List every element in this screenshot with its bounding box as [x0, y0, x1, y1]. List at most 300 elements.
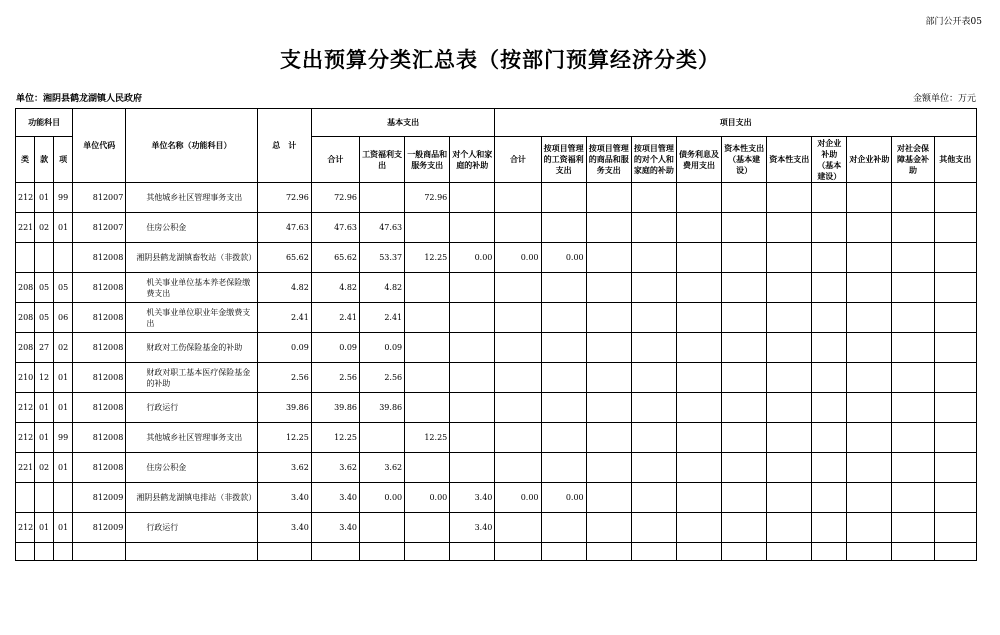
- cell-basic-family: [450, 423, 495, 453]
- cell-project-total: [495, 393, 541, 423]
- cell-total: 2.41: [257, 303, 311, 333]
- cell-capital-construction: [722, 273, 767, 303]
- table-row: [16, 273, 977, 303]
- cell-debt-interest: [676, 303, 721, 333]
- table-row: [16, 303, 977, 333]
- cell-basic-family: [450, 453, 495, 483]
- cell-social-security: [892, 183, 934, 213]
- cell-enterprise: [847, 513, 892, 543]
- cell-social-security: [892, 393, 934, 423]
- cell-enterprise-construction: [812, 513, 847, 543]
- cell-kuan: 01: [35, 513, 54, 543]
- cell-kuan: 12: [35, 363, 54, 393]
- cell-kuan: [35, 243, 54, 273]
- cell-project-total: 0.00: [495, 243, 541, 273]
- cell-lei: [16, 483, 35, 513]
- cell-project-wage: [541, 453, 586, 483]
- cell-project-wage: [541, 213, 586, 243]
- cell-capital-construction: [722, 333, 767, 363]
- cell-basic-wage: 4.82: [360, 273, 405, 303]
- cell-capital: [767, 483, 812, 513]
- cell-xiang: 06: [54, 303, 73, 333]
- cell-unit-name: 机关事业单位职业年金缴费支出: [126, 303, 257, 333]
- cell-enterprise-construction: [812, 213, 847, 243]
- cell-other: [934, 213, 976, 243]
- cell-enterprise: [847, 333, 892, 363]
- table-row-blank: [16, 543, 977, 561]
- cell-unit-code: 812007: [73, 213, 126, 243]
- cell-project-family: [631, 333, 676, 363]
- cell-other: [934, 483, 976, 513]
- cell-project-goods: [586, 423, 631, 453]
- header-other: 其他支出: [934, 137, 976, 183]
- cell-debt-interest: [676, 273, 721, 303]
- cell-debt-interest: [676, 183, 721, 213]
- cell-kuan: 27: [35, 333, 54, 363]
- cell-enterprise: [847, 243, 892, 273]
- cell-other: [934, 363, 976, 393]
- cell-blank: [722, 543, 767, 561]
- cell-unit-name: 湘阴县鹤龙湖镇电排站（非拨款）: [126, 483, 257, 513]
- cell-unit-code: 812008: [73, 273, 126, 303]
- cell-total: 72.96: [257, 183, 311, 213]
- cell-lei: 212: [16, 513, 35, 543]
- cell-capital-construction: [722, 213, 767, 243]
- cell-total: 0.09: [257, 333, 311, 363]
- cell-total: 3.40: [257, 513, 311, 543]
- cell-basic-goods: [405, 453, 450, 483]
- cell-enterprise: [847, 423, 892, 453]
- cell-xiang: 01: [54, 363, 73, 393]
- header-enterprise: 对企业补助: [847, 137, 892, 183]
- cell-blank: [541, 543, 586, 561]
- cell-project-goods: [586, 393, 631, 423]
- cell-project-family: [631, 453, 676, 483]
- cell-lei: 210: [16, 363, 35, 393]
- cell-project-goods: [586, 273, 631, 303]
- cell-other: [934, 273, 976, 303]
- cell-xiang: [54, 243, 73, 273]
- budget-table: [15, 108, 977, 561]
- cell-project-total: 0.00: [495, 483, 541, 513]
- cell-basic-goods: [405, 393, 450, 423]
- cell-basic-wage: 0.09: [360, 333, 405, 363]
- cell-unit-name: 行政运行: [126, 393, 257, 423]
- cell-project-wage: 0.00: [541, 483, 586, 513]
- table-row: [16, 423, 977, 453]
- cell-blank: [405, 543, 450, 561]
- table-body: [16, 183, 977, 561]
- cell-capital-construction: [722, 423, 767, 453]
- cell-blank: [631, 543, 676, 561]
- cell-basic-family: 0.00: [450, 243, 495, 273]
- cell-lei: 208: [16, 333, 35, 363]
- cell-blank: [360, 543, 405, 561]
- cell-social-security: [892, 213, 934, 243]
- cell-basic-goods: 12.25: [405, 423, 450, 453]
- header-project-family: 按项目管理的对个人和家庭的补助: [631, 137, 676, 183]
- table-row: [16, 483, 977, 513]
- cell-total: 4.82: [257, 273, 311, 303]
- cell-blank: [847, 543, 892, 561]
- cell-basic-goods: 72.96: [405, 183, 450, 213]
- cell-basic-wage: 39.86: [360, 393, 405, 423]
- header-social-security: 对社会保障基金补助: [892, 137, 934, 183]
- cell-lei: 212: [16, 393, 35, 423]
- header-enterprise-construction: 对企业补助（基本建设）: [812, 137, 847, 183]
- cell-total: 12.25: [257, 423, 311, 453]
- cell-capital-construction: [722, 303, 767, 333]
- cell-blank: [495, 543, 541, 561]
- cell-basic-family: [450, 183, 495, 213]
- cell-kuan: 02: [35, 213, 54, 243]
- header-capital-construction: 资本性支出（基本建设）: [722, 137, 767, 183]
- cell-project-wage: [541, 423, 586, 453]
- cell-other: [934, 243, 976, 273]
- cell-social-security: [892, 513, 934, 543]
- cell-blank: [73, 543, 126, 561]
- cell-project-family: [631, 303, 676, 333]
- cell-blank: [126, 543, 257, 561]
- header-project-total: 合计: [495, 137, 541, 183]
- cell-capital: [767, 183, 812, 213]
- cell-xiang: 99: [54, 423, 73, 453]
- cell-capital-construction: [722, 183, 767, 213]
- cell-capital: [767, 453, 812, 483]
- cell-blank: [586, 543, 631, 561]
- cell-debt-interest: [676, 423, 721, 453]
- cell-unit-code: 812008: [73, 453, 126, 483]
- cell-total: 65.62: [257, 243, 311, 273]
- cell-xiang: 99: [54, 183, 73, 213]
- amount-unit-label: 金额单位：万元: [912, 94, 976, 104]
- cell-blank: [934, 543, 976, 561]
- cell-enterprise: [847, 453, 892, 483]
- cell-basic-wage: [360, 513, 405, 543]
- cell-basic-total: 72.96: [311, 183, 359, 213]
- cell-other: [934, 423, 976, 453]
- cell-enterprise-construction: [812, 393, 847, 423]
- header-func-subject: 功能科目: [16, 109, 73, 137]
- cell-kuan: 05: [35, 303, 54, 333]
- cell-lei: 212: [16, 183, 35, 213]
- cell-kuan: [35, 483, 54, 513]
- cell-project-family: [631, 213, 676, 243]
- cell-basic-wage: [360, 183, 405, 213]
- cell-basic-family: 3.40: [450, 483, 495, 513]
- cell-enterprise-construction: [812, 303, 847, 333]
- cell-project-goods: [586, 183, 631, 213]
- cell-basic-goods: 12.25: [405, 243, 450, 273]
- cell-blank: [767, 543, 812, 561]
- cell-project-family: [631, 363, 676, 393]
- cell-xiang: 01: [54, 393, 73, 423]
- header-project-goods: 按项目管理的商品和服务支出: [586, 137, 631, 183]
- cell-lei: 208: [16, 273, 35, 303]
- cell-kuan: 02: [35, 453, 54, 483]
- header-basic-goods: 一般商品和服务支出: [405, 137, 450, 183]
- cell-basic-wage: 53.37: [360, 243, 405, 273]
- cell-blank: [676, 543, 721, 561]
- cell-enterprise-construction: [812, 183, 847, 213]
- cell-basic-family: [450, 393, 495, 423]
- cell-basic-goods: [405, 273, 450, 303]
- cell-capital: [767, 303, 812, 333]
- cell-social-security: [892, 273, 934, 303]
- cell-basic-total: 2.56: [311, 363, 359, 393]
- cell-blank: [892, 543, 934, 561]
- cell-kuan: 05: [35, 273, 54, 303]
- cell-basic-wage: 2.41: [360, 303, 405, 333]
- cell-basic-wage: 0.00: [360, 483, 405, 513]
- header-kuan: 款: [35, 137, 54, 183]
- cell-unit-name: 财政对工伤保险基金的补助: [126, 333, 257, 363]
- cell-enterprise: [847, 483, 892, 513]
- cell-unit-code: 812009: [73, 513, 126, 543]
- cell-debt-interest: [676, 213, 721, 243]
- cell-project-wage: [541, 183, 586, 213]
- cell-blank: [257, 543, 311, 561]
- cell-total: 3.40: [257, 483, 311, 513]
- cell-enterprise-construction: [812, 483, 847, 513]
- cell-debt-interest: [676, 243, 721, 273]
- cell-project-total: [495, 513, 541, 543]
- header-xiang: 项: [54, 137, 73, 183]
- cell-capital: [767, 423, 812, 453]
- cell-basic-wage: 47.63: [360, 213, 405, 243]
- cell-capital: [767, 513, 812, 543]
- cell-basic-total: 12.25: [311, 423, 359, 453]
- cell-enterprise: [847, 273, 892, 303]
- table-row: [16, 363, 977, 393]
- cell-project-total: [495, 423, 541, 453]
- cell-lei: 221: [16, 453, 35, 483]
- header-project: 项目支出: [495, 109, 977, 137]
- cell-project-goods: [586, 483, 631, 513]
- cell-total: 2.56: [257, 363, 311, 393]
- header-total: 总 计: [257, 109, 311, 183]
- cell-total: 47.63: [257, 213, 311, 243]
- cell-blank: [450, 543, 495, 561]
- cell-blank: [16, 543, 35, 561]
- header-basic-wage: 工资福利支出: [360, 137, 405, 183]
- cell-basic-family: [450, 213, 495, 243]
- table-row: [16, 513, 977, 543]
- cell-unit-code: 812008: [73, 363, 126, 393]
- cell-unit-code: 812007: [73, 183, 126, 213]
- cell-project-family: [631, 393, 676, 423]
- cell-capital-construction: [722, 453, 767, 483]
- header-unit-name: 单位名称（功能科目）: [126, 109, 257, 183]
- cell-unit-name: 湘阴县鹤龙湖镇畜牧站（非拨款）: [126, 243, 257, 273]
- cell-capital-construction: [722, 243, 767, 273]
- cell-basic-family: [450, 303, 495, 333]
- cell-kuan: 01: [35, 183, 54, 213]
- cell-enterprise-construction: [812, 423, 847, 453]
- cell-basic-goods: [405, 303, 450, 333]
- cell-basic-goods: 0.00: [405, 483, 450, 513]
- cell-project-total: [495, 183, 541, 213]
- header-basic: 基本支出: [311, 109, 495, 137]
- cell-enterprise-construction: [812, 333, 847, 363]
- cell-xiang: 01: [54, 213, 73, 243]
- cell-capital-construction: [722, 363, 767, 393]
- cell-project-wage: 0.00: [541, 243, 586, 273]
- cell-kuan: 01: [35, 393, 54, 423]
- cell-basic-goods: [405, 363, 450, 393]
- cell-capital: [767, 363, 812, 393]
- cell-debt-interest: [676, 333, 721, 363]
- cell-enterprise-construction: [812, 273, 847, 303]
- cell-social-security: [892, 483, 934, 513]
- cell-project-wage: [541, 273, 586, 303]
- cell-project-wage: [541, 363, 586, 393]
- cell-other: [934, 333, 976, 363]
- cell-unit-name: 其他城乡社区管理事务支出: [126, 423, 257, 453]
- header-basic-total: 合计: [311, 137, 359, 183]
- cell-project-family: [631, 423, 676, 453]
- cell-debt-interest: [676, 393, 721, 423]
- cell-project-goods: [586, 363, 631, 393]
- cell-lei: 221: [16, 213, 35, 243]
- cell-capital-construction: [722, 393, 767, 423]
- cell-basic-total: 3.40: [311, 483, 359, 513]
- cell-basic-family: [450, 333, 495, 363]
- cell-basic-family: [450, 363, 495, 393]
- cell-project-goods: [586, 333, 631, 363]
- table-row: [16, 333, 977, 363]
- table-row: [16, 453, 977, 483]
- cell-project-family: [631, 183, 676, 213]
- cell-enterprise-construction: [812, 363, 847, 393]
- cell-project-total: [495, 363, 541, 393]
- table-row: [16, 393, 977, 423]
- cell-lei: 208: [16, 303, 35, 333]
- cell-basic-total: 65.62: [311, 243, 359, 273]
- cell-xiang: [54, 483, 73, 513]
- cell-enterprise: [847, 183, 892, 213]
- cell-project-goods: [586, 303, 631, 333]
- cell-project-goods: [586, 513, 631, 543]
- cell-basic-goods: [405, 513, 450, 543]
- cell-debt-interest: [676, 483, 721, 513]
- cell-basic-total: 0.09: [311, 333, 359, 363]
- cell-enterprise: [847, 213, 892, 243]
- cell-unit-code: 812008: [73, 333, 126, 363]
- cell-unit-code: 812009: [73, 483, 126, 513]
- cell-blank: [311, 543, 359, 561]
- cell-total: 39.86: [257, 393, 311, 423]
- cell-social-security: [892, 243, 934, 273]
- cell-debt-interest: [676, 513, 721, 543]
- page-title: 支出预算分类汇总表（按部门预算经济分类）: [280, 47, 720, 72]
- cell-basic-wage: [360, 423, 405, 453]
- cell-project-goods: [586, 243, 631, 273]
- cell-unit-code: 812008: [73, 243, 126, 273]
- cell-debt-interest: [676, 453, 721, 483]
- cell-social-security: [892, 303, 934, 333]
- cell-basic-wage: 3.62: [360, 453, 405, 483]
- cell-enterprise-construction: [812, 243, 847, 273]
- cell-project-goods: [586, 213, 631, 243]
- cell-unit-name: 机关事业单位基本养老保险缴费支出: [126, 273, 257, 303]
- cell-enterprise: [847, 363, 892, 393]
- cell-enterprise: [847, 393, 892, 423]
- cell-project-total: [495, 303, 541, 333]
- cell-xiang: 05: [54, 273, 73, 303]
- cell-project-total: [495, 213, 541, 243]
- cell-kuan: 01: [35, 423, 54, 453]
- cell-social-security: [892, 363, 934, 393]
- cell-lei: [16, 243, 35, 273]
- cell-xiang: 02: [54, 333, 73, 363]
- cell-capital: [767, 273, 812, 303]
- cell-project-total: [495, 333, 541, 363]
- cell-capital: [767, 333, 812, 363]
- cell-blank: [35, 543, 54, 561]
- cell-other: [934, 183, 976, 213]
- cell-basic-goods: [405, 333, 450, 363]
- cell-unit-name: 财政对职工基本医疗保险基金的补助: [126, 363, 257, 393]
- cell-project-family: [631, 513, 676, 543]
- cell-basic-goods: [405, 213, 450, 243]
- cell-capital-construction: [722, 483, 767, 513]
- cell-basic-total: 39.86: [311, 393, 359, 423]
- cell-unit-code: 812008: [73, 393, 126, 423]
- cell-project-total: [495, 273, 541, 303]
- cell-other: [934, 453, 976, 483]
- cell-unit-name: 其他城乡社区管理事务支出: [126, 183, 257, 213]
- cell-other: [934, 513, 976, 543]
- cell-other: [934, 303, 976, 333]
- cell-blank: [54, 543, 73, 561]
- cell-unit-name: 住房公积金: [126, 453, 257, 483]
- header-capital: 资本性支出: [767, 137, 812, 183]
- cell-social-security: [892, 453, 934, 483]
- cell-project-total: [495, 453, 541, 483]
- cell-capital: [767, 213, 812, 243]
- cell-social-security: [892, 423, 934, 453]
- cell-project-family: [631, 483, 676, 513]
- cell-capital: [767, 243, 812, 273]
- header-project-wage: 按项目管理的工资福利支出: [541, 137, 586, 183]
- cell-xiang: 01: [54, 513, 73, 543]
- cell-project-wage: [541, 513, 586, 543]
- cell-social-security: [892, 333, 934, 363]
- cell-blank: [812, 543, 847, 561]
- cell-debt-interest: [676, 363, 721, 393]
- header-debt-interest: 债务利息及费用支出: [676, 137, 721, 183]
- cell-unit-code: 812008: [73, 423, 126, 453]
- cell-unit-name: 住房公积金: [126, 213, 257, 243]
- cell-capital: [767, 393, 812, 423]
- cell-project-wage: [541, 333, 586, 363]
- cell-enterprise-construction: [812, 453, 847, 483]
- cell-basic-total: 2.41: [311, 303, 359, 333]
- table-number-label: 部门公开表05: [925, 17, 982, 27]
- header-basic-family: 对个人和家庭的补助: [450, 137, 495, 183]
- cell-unit-name: 行政运行: [126, 513, 257, 543]
- unit-label: 单位：湘阴县鹤龙湖镇人民政府: [16, 94, 143, 104]
- cell-basic-wage: 2.56: [360, 363, 405, 393]
- cell-project-family: [631, 273, 676, 303]
- header-unit-code: 单位代码: [73, 109, 126, 183]
- cell-basic-family: [450, 273, 495, 303]
- table-row: [16, 213, 977, 243]
- cell-basic-total: 47.63: [311, 213, 359, 243]
- cell-lei: 212: [16, 423, 35, 453]
- cell-xiang: 01: [54, 453, 73, 483]
